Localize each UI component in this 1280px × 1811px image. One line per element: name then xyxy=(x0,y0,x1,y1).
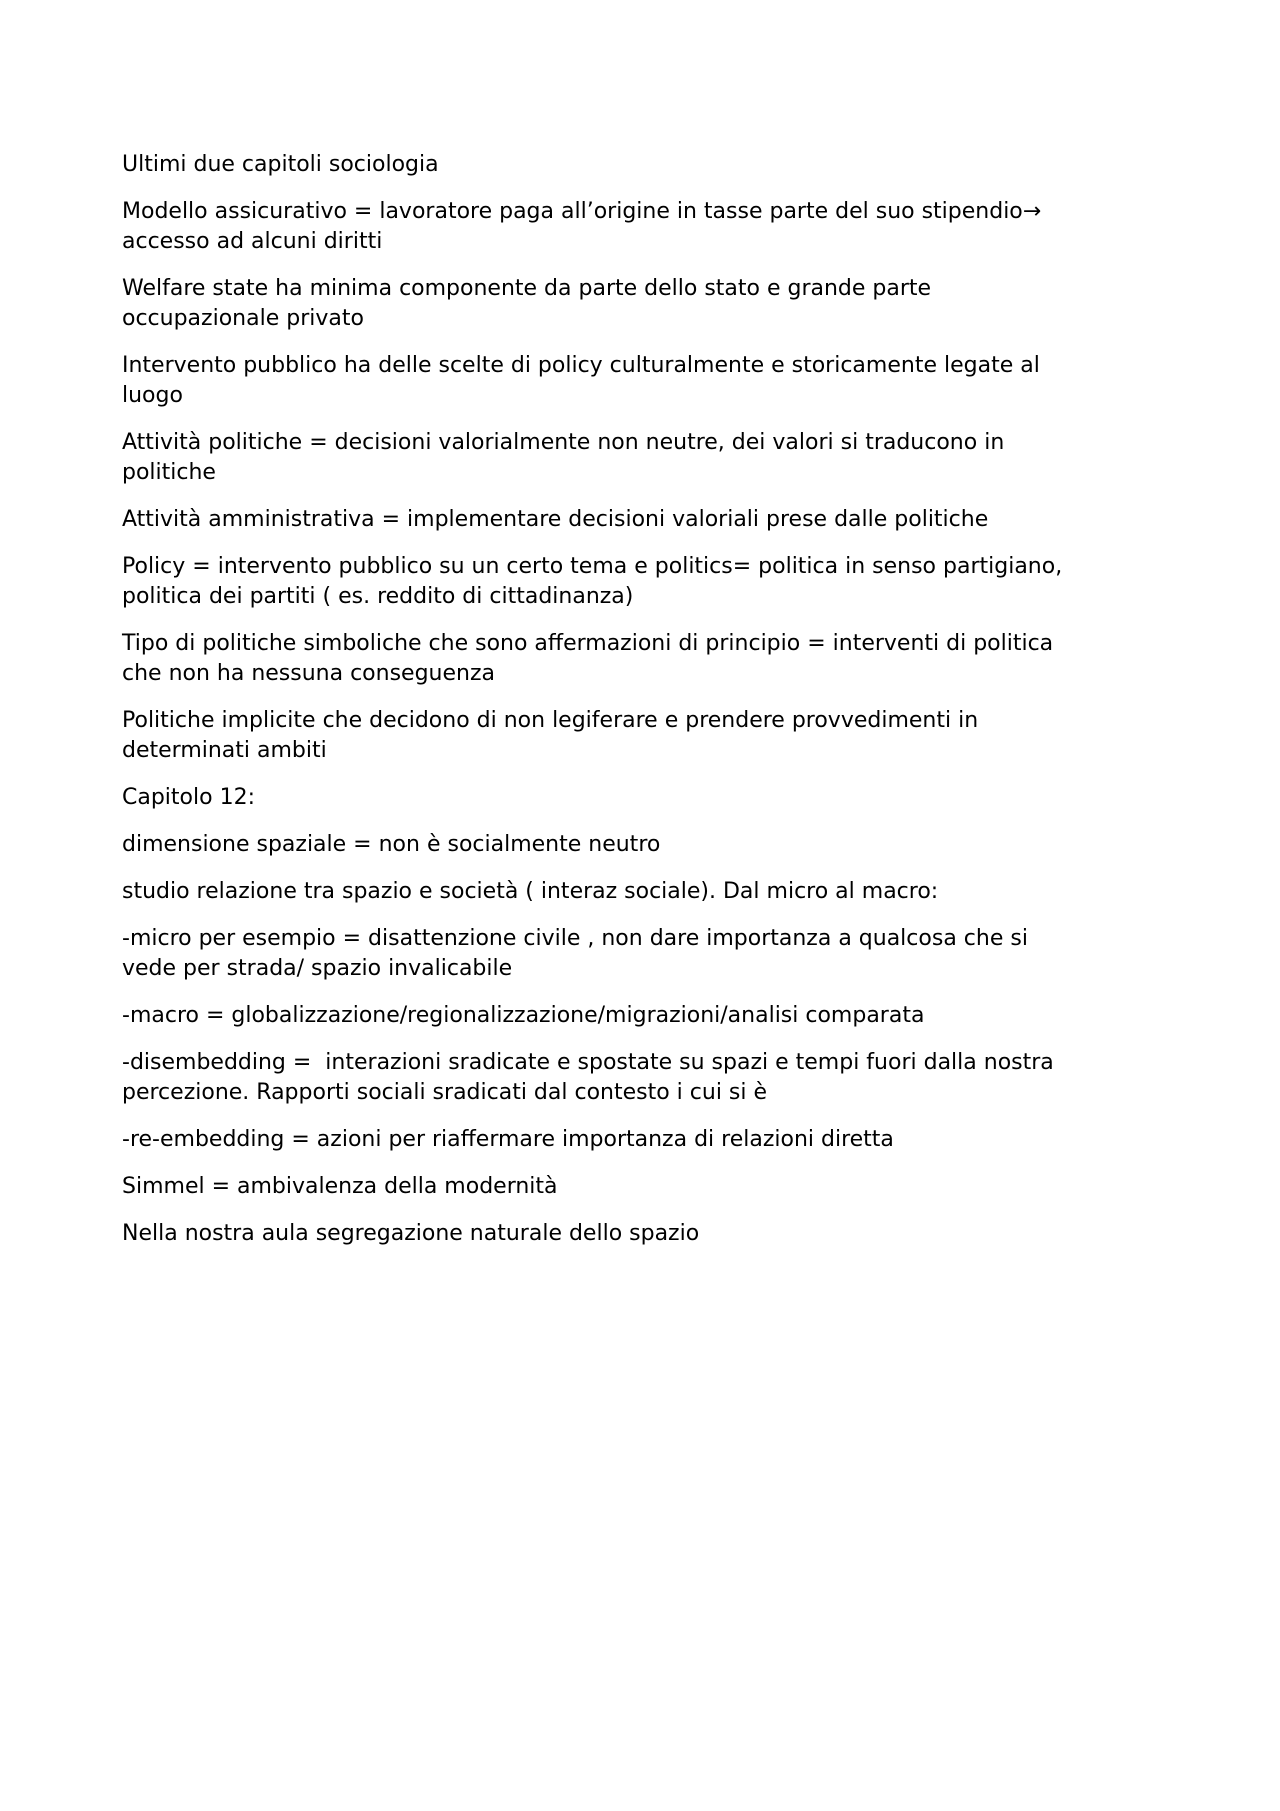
paragraph-macro: -macro = globalizzazione/regionalizzazione/migrazioni/analisi comparata xyxy=(122,1003,925,1028)
paragraph-attivita-politiche: Attività politiche = decisioni valorialmente non neutre, dei valori si traducono in politiche xyxy=(122,430,1005,485)
chapter-heading: Capitolo 12: xyxy=(122,785,255,810)
document-body xyxy=(122,150,1162,1266)
paragraph-modello-assicurativo: Modello assicurativo = lavoratore paga all’origine in tasse parte del suo stipendio→ accesso ad alcuni diritti xyxy=(122,199,1042,254)
paragraph-dimensione-spaziale: dimensione spaziale = non è socialmente neutro xyxy=(122,832,661,857)
paragraph-politiche-implicite: Politiche implicite che decidono di non legiferare e prendere provvedimenti in determinati ambiti xyxy=(122,708,979,763)
paragraph-attivita-amministrativa: Attività amministrativa = implementare decisioni valoriali prese dalle politiche xyxy=(122,507,989,532)
document-title: Ultimi due capitoli sociologia xyxy=(122,152,439,177)
paragraph-re-embedding: -re-embedding = azioni per riaffermare importanza di relazioni diretta xyxy=(122,1127,894,1152)
paragraph-disembedding: -disembedding = interazioni sradicate e spostate su spazi e tempi fuori dalla nostra percezione. Rapporti sociali sradicati dal contesto i cui si è xyxy=(122,1050,1054,1105)
paragraph-simmel: Simmel = ambivalenza della modernità xyxy=(122,1174,558,1199)
paragraph-intervento-pubblico: Intervento pubblico ha delle scelte di policy culturalmente e storicamente legate al luogo xyxy=(122,353,1040,408)
paragraph-micro: -micro per esempio = disattenzione civile , non dare importanza a qualcosa che si vede per strada/ spazio invalicabile xyxy=(122,926,1028,981)
paragraph-welfare-state: Welfare state ha minima componente da parte dello stato e grande parte occupazionale privato xyxy=(122,276,932,331)
paragraph-policy: Policy = intervento pubblico su un certo tema e politics= politica in senso partigiano, politica dei partiti ( es. reddito di cittadinanza) xyxy=(122,554,1063,609)
paragraph-politiche-simboliche: Tipo di politiche simboliche che sono affermazioni di principio = interventi di politica che non ha nessuna conseguenza xyxy=(122,631,1054,686)
paragraph-segregazione: Nella nostra aula segregazione naturale dello spazio xyxy=(122,1221,700,1246)
paragraph-studio-relazione: studio relazione tra spazio e società ( interaz sociale). Dal micro al macro: xyxy=(122,879,939,904)
